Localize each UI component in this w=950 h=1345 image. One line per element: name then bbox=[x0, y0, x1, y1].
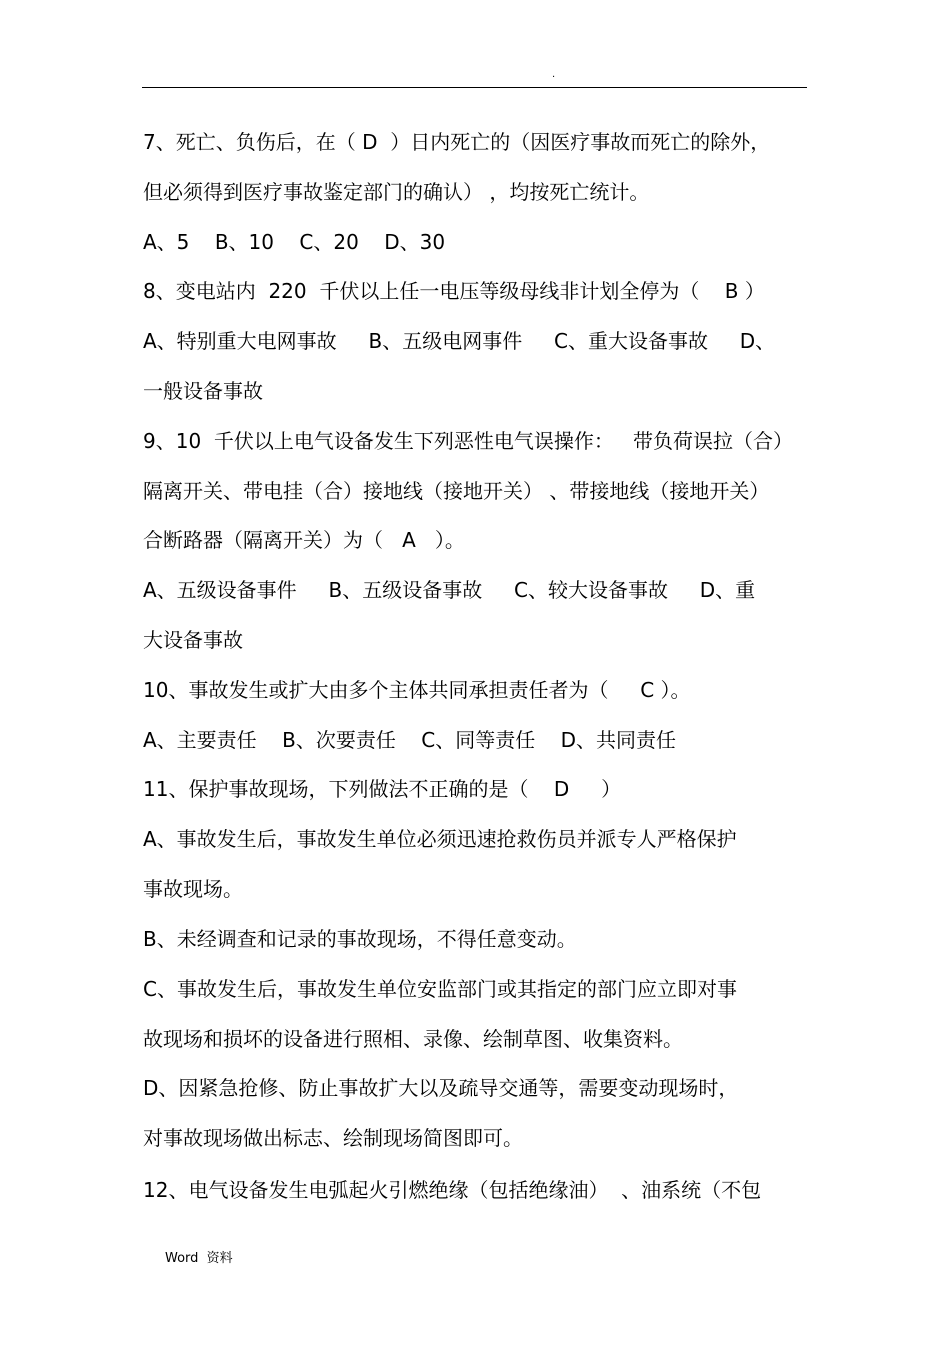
text-line: 故现场和损坏的设备进行照相、录像、绘制草图、收集资料。 bbox=[143, 1027, 683, 1051]
text-line: 12、电气设备发生电弧起火引燃绝缘（包括绝缘油） 、油系统（不包 bbox=[143, 1178, 762, 1202]
text-line: B、未经调查和记录的事故现场，不得任意变动。 bbox=[143, 927, 577, 951]
text-line: 隔离开关、带电挂（合）接地线（接地开关） 、带接地线（接地开关） bbox=[143, 479, 770, 503]
text-line: A、特别重大电网事故 B、五级电网事件 C、重大设备事故 D、 bbox=[143, 329, 776, 353]
text-line: 11、保护事故现场，下列做法不正确的是（ D ） bbox=[143, 777, 622, 801]
text-line: 9、10 千伏以上电气设备发生下列恶性电气误操作： 带负荷误拉（合） bbox=[143, 429, 793, 453]
text-line: A、事故发生后，事故发生单位必须迅速抢救伤员并派专人严格保护 bbox=[143, 827, 737, 851]
text-line: D、因紧急抢修、防止事故扩大以及疏导交通等，需要变动现场时， bbox=[143, 1076, 739, 1100]
text-line: 8、变电站内 220 千伏以上任一电压等级母线非计划全停为（ B ） bbox=[143, 279, 765, 303]
text-line: 大设备事故 bbox=[143, 628, 243, 652]
text-line: 事故现场。 bbox=[143, 877, 243, 901]
text-line: A、主要责任 B、次要责任 C、同等责任 D、共同责任 bbox=[143, 728, 677, 752]
page-footer: Word 资料 bbox=[165, 1251, 233, 1266]
text-line: C、事故发生后，事故发生单位安监部门或其指定的部门应立即对事 bbox=[143, 977, 737, 1001]
header-rule bbox=[142, 87, 807, 88]
header-mark: . bbox=[552, 69, 556, 80]
text-line: 对事故现场做出标志、绘制现场简图即可。 bbox=[143, 1126, 523, 1150]
text-line: 合断路器（隔离开关）为（ A ）。 bbox=[143, 528, 465, 552]
text-line: 10、事故发生或扩大由多个主体共同承担责任者为（ C ）。 bbox=[143, 678, 691, 702]
text-line: A、五级设备事件 B、五级设备事故 C、较大设备事故 D、重 bbox=[143, 578, 756, 602]
text-line: 7、死亡、负伤后，在（ D ）日内死亡的（因医疗事故而死亡的除外， bbox=[143, 130, 771, 154]
text-line: 但必须得到医疗事故鉴定部门的确认） ，均按死亡统计。 bbox=[143, 180, 650, 204]
text-line: A、5 B、10 C、20 D、30 bbox=[143, 230, 446, 254]
text-line: 一般设备事故 bbox=[143, 379, 263, 403]
